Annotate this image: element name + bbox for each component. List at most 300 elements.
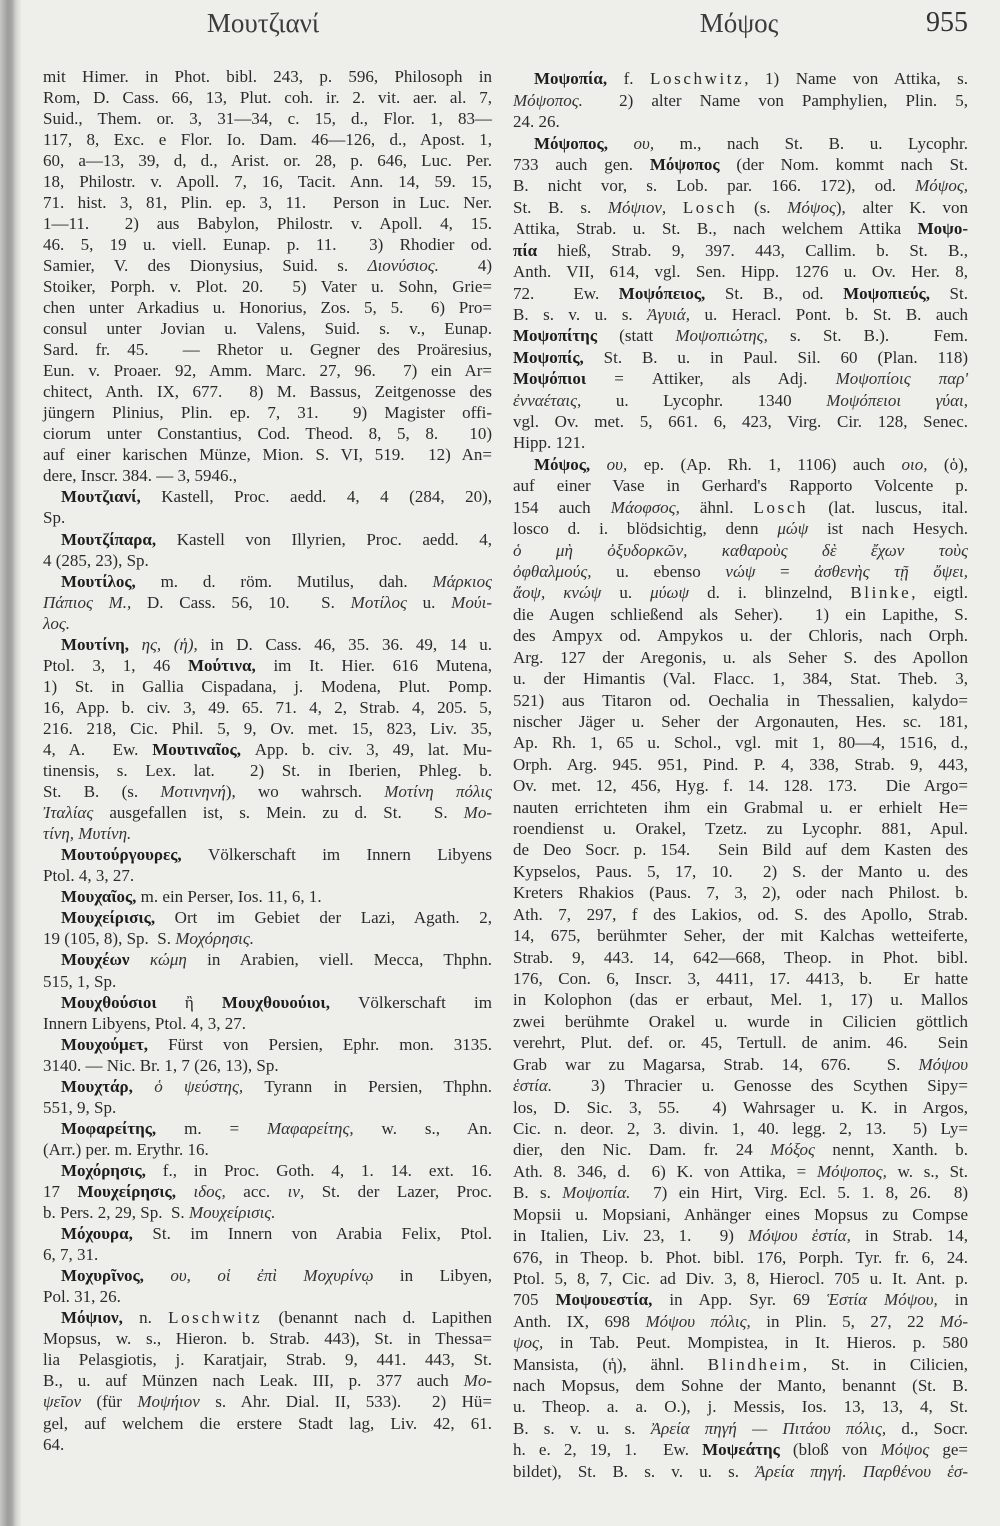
bold-term: Μοχόρησις, xyxy=(61,1160,146,1180)
text-line xyxy=(43,507,492,528)
text-line xyxy=(43,339,492,360)
text-line xyxy=(513,1097,968,1118)
line-content xyxy=(43,277,492,296)
line-content xyxy=(513,755,968,774)
text-run: B. nicht vor, s. Lob. par. 166. 172), od. xyxy=(513,176,916,196)
text-line xyxy=(43,150,492,171)
line-content xyxy=(513,519,968,538)
text-run: Rom, D. Cass. 66, 13, Plut. coh. ir. 2. vit. aer. al. 7, xyxy=(43,87,492,107)
text-run: u. Theop. a. a. O.), j. Messis, Ios. 13, 13, 4, St. xyxy=(513,1397,968,1417)
line-content xyxy=(513,1205,968,1224)
greek-italic: Διονύσιος. xyxy=(367,255,439,275)
greek-italic: ὁ μὴ ὀξυδορκῶν, καθαροὺς δὲ ἔχων τοὺς xyxy=(513,540,968,560)
text-line xyxy=(513,668,968,689)
text-run: 1—11. 2) aus Babylon, Philostr. v. Apoll. 4, 15. xyxy=(43,213,492,233)
text-run: B. s. v. u. s. xyxy=(513,304,648,324)
bold-term: Μοψοπίς, xyxy=(513,347,584,367)
text-run: ist nach Hesych. xyxy=(808,519,968,539)
line-content xyxy=(513,626,968,645)
text-run: 551, 9, Sp. xyxy=(43,1097,117,1117)
line-content xyxy=(513,1419,968,1438)
text-run xyxy=(666,198,683,217)
line-content xyxy=(61,530,492,549)
text-run: d., Socr. xyxy=(886,1418,969,1438)
text-run: St. B. u. in Paul. Sil. 60 (Plan. 118) xyxy=(583,347,968,367)
text-run: = xyxy=(755,562,815,581)
text-line xyxy=(513,111,968,132)
line-content xyxy=(513,840,968,859)
line-content xyxy=(513,798,968,817)
text-line xyxy=(43,444,492,465)
text-line xyxy=(43,1223,492,1244)
line-content xyxy=(534,455,968,474)
spaced-emphasis: Losch xyxy=(682,197,738,217)
greek-italic: ου, xyxy=(633,133,655,153)
bold-term: Μουτίλος, xyxy=(61,571,136,591)
text-line xyxy=(513,1268,968,1289)
line-content xyxy=(43,803,492,822)
bold-term: Μόψος, xyxy=(534,454,591,474)
text-run: ähnl. xyxy=(679,497,754,517)
text-run: ep. (Ap. Rh. 1, 1106) auch xyxy=(627,454,902,474)
text-run: b. Pers. 2, 29, Sp. S. xyxy=(43,1203,189,1223)
text-run: 4 (285, 23), Sp. xyxy=(43,550,149,570)
running-head-left: Μουτζιανί xyxy=(206,8,320,38)
greek-italic: Μούι- xyxy=(451,592,493,612)
greek-italic: Μόψου xyxy=(918,1054,968,1074)
text-run: m. d. röm. Mutilus, dah. xyxy=(135,571,433,591)
text-run: Ath. 7, 297, f des Lakios, od. S. des Apollo, Strab. xyxy=(513,904,968,924)
text-run xyxy=(847,1462,863,1481)
greek-italic: νώψ xyxy=(725,562,756,581)
dictionary-entry xyxy=(43,992,492,1034)
text-run: 117, 8, Exc. e Flor. Io. Dam. 46—126, d., Apost. 1, xyxy=(43,129,492,149)
greek-italic: Μοψοπίοις παρ' xyxy=(835,369,968,389)
dictionary-entry xyxy=(43,571,492,634)
line-content xyxy=(513,948,968,967)
text-run: des Ampyx od. Ampykos u. der Chloris, nach Orph. xyxy=(513,626,968,646)
line-content xyxy=(513,562,968,581)
line-content xyxy=(513,1012,968,1031)
line-content xyxy=(43,109,492,128)
line-content xyxy=(61,1266,492,1285)
line-content xyxy=(43,403,492,422)
text-run: losco d. i. blödsichtig, denn xyxy=(513,519,778,539)
text-run: (bloß von xyxy=(779,1440,881,1460)
greek-italic: Μάρκιος xyxy=(432,571,492,591)
text-run: St. im Innern von Arabia Felix, Ptol. xyxy=(132,1224,492,1244)
line-content xyxy=(513,498,968,517)
text-line xyxy=(43,928,492,949)
text-run xyxy=(608,134,634,153)
binding-shadow xyxy=(0,0,22,1526)
bold-term: Μόψοπος xyxy=(649,154,720,174)
line-content xyxy=(43,866,134,885)
text-run: Strab. 9, 443. 14, 642—668, Theop. in Phot. bibl. xyxy=(513,947,968,967)
text-line xyxy=(43,1076,492,1097)
line-content xyxy=(513,969,968,988)
bold-term: Μουτζιανί, xyxy=(61,487,141,507)
line-content xyxy=(513,990,968,1009)
text-line xyxy=(513,1182,968,1203)
dictionary-entry xyxy=(43,1118,492,1160)
text-run: 154 auch xyxy=(513,497,611,517)
text-line xyxy=(43,1413,492,1434)
greek-italic: μύωψ xyxy=(650,583,690,603)
line-content xyxy=(513,1333,968,1352)
text-run: 14, 675, berühmter Seher, der mit Kalchas wetteiferte, xyxy=(513,926,968,946)
spaced-emphasis: Blindheim xyxy=(707,1354,803,1374)
text-line xyxy=(43,1434,492,1455)
text-run: Stoiker, Porph. v. Plot. 20. 5) Vater u. Sohn, Grie= xyxy=(43,276,492,296)
text-line xyxy=(43,360,492,381)
greek-italic: ιδος, xyxy=(193,1181,226,1201)
line-content xyxy=(513,1355,968,1374)
bold-term: Μουχτάρ, xyxy=(61,1076,133,1096)
text-run: Ptol. 3, 1, 46 xyxy=(43,655,188,675)
text-line xyxy=(43,1265,492,1286)
line-content xyxy=(513,433,585,452)
line-content xyxy=(513,1119,968,1138)
greek-italic: ὀφθαλμούς, xyxy=(513,562,592,581)
text-run: 521) aus Titaron od. Oechalia in Thessalien, kalydo= xyxy=(513,690,968,710)
text-run: 216. 218, Cic. Phil. 5, 9, Ov. met. 15, 823, Liv. 35, xyxy=(43,718,492,738)
text-line xyxy=(43,87,492,108)
line-content xyxy=(43,1414,492,1433)
line-content xyxy=(61,1161,492,1180)
text-run xyxy=(176,1182,194,1201)
bold-term: Μουτιναῖος, xyxy=(152,740,241,759)
line-content xyxy=(43,151,492,170)
line-content xyxy=(534,134,968,153)
text-line xyxy=(513,1032,968,1053)
text-run: (lat. luscus, ital. xyxy=(808,497,968,517)
line-content xyxy=(43,67,492,86)
text-line xyxy=(43,865,492,886)
text-run: (s. xyxy=(737,197,788,217)
line-content xyxy=(61,887,322,906)
text-line xyxy=(43,550,492,571)
greek-italic: Μο- xyxy=(463,1371,492,1391)
line-content xyxy=(513,155,968,174)
text-line xyxy=(513,1396,968,1417)
text-run: ), wo wahrsch. xyxy=(225,782,385,802)
running-head-right: Μόψος xyxy=(699,8,779,38)
text-run: dier, den Nic. Dam. fr. 24 xyxy=(513,1140,771,1160)
text-line xyxy=(43,192,492,213)
greek-italic: Ἑστία Μόψου, xyxy=(826,1290,938,1310)
text-line xyxy=(513,1247,968,1268)
text-line xyxy=(513,90,968,111)
line-content xyxy=(513,1162,968,1181)
text-line xyxy=(513,154,968,175)
bold-term: Μόχουρα, xyxy=(61,1224,133,1244)
text-line xyxy=(513,261,968,282)
text-line xyxy=(43,234,492,255)
greek-italic: Πάπιος Μ., xyxy=(43,592,132,612)
spaced-emphasis: Losch xyxy=(753,497,809,517)
greek-italic: Μόξος xyxy=(770,1140,815,1160)
line-content xyxy=(43,172,492,191)
line-content xyxy=(61,572,492,591)
text-line xyxy=(43,592,492,613)
text-line xyxy=(513,432,968,453)
line-content xyxy=(43,824,131,843)
line-content xyxy=(513,819,968,838)
text-run: n. xyxy=(122,1308,169,1328)
text-line xyxy=(513,861,968,882)
text-run: B. s. xyxy=(513,1183,563,1203)
greek-italic: λος. xyxy=(43,613,71,633)
text-line xyxy=(513,454,968,475)
line-content xyxy=(513,1248,968,1267)
text-line xyxy=(43,739,492,760)
greek-italic: τίνη, Μυτίνη. xyxy=(43,824,132,844)
text-run: Suid., Them. or. 3, 31—34, c. 15, d., Flor. 1, 83— xyxy=(43,108,492,128)
line-content xyxy=(513,1140,968,1159)
text-run: u. Lycophr. 1340 xyxy=(581,390,827,410)
line-content xyxy=(513,1440,968,1459)
line-content xyxy=(43,256,492,275)
text-line xyxy=(43,1370,492,1391)
bold-term: Μουτίνη, xyxy=(61,634,129,654)
line-content xyxy=(513,1098,968,1117)
text-run: nauten errichteten ihm ein Grabmal u. er erhielt He= xyxy=(513,797,968,817)
line-content xyxy=(43,382,492,401)
text-line xyxy=(43,844,492,865)
greek-italic: ψεῖον xyxy=(43,1392,82,1412)
line-content xyxy=(513,1397,968,1416)
text-run: Völkerschaft im Innern Libyens xyxy=(181,845,492,865)
line-content xyxy=(513,412,968,431)
text-run: u. xyxy=(601,583,651,603)
dictionary-entry xyxy=(43,1160,492,1223)
bold-term: Μουχθουούιοι, xyxy=(221,992,330,1012)
bold-term: Μοψοπιεύς, xyxy=(843,283,930,303)
text-line xyxy=(513,518,968,539)
text-line xyxy=(43,318,492,339)
text-run: in D. Cass. 46, 35. 36. 49, 14 u. xyxy=(197,634,493,654)
text-line xyxy=(513,754,968,775)
text-line xyxy=(43,1307,492,1328)
bold-term: Μοχυρῖνος, xyxy=(61,1266,144,1286)
line-content xyxy=(513,1076,968,1095)
greek-italic: Μόψοπος. xyxy=(513,90,583,110)
text-line xyxy=(513,1075,968,1096)
text-run: in Italien, Liv. 23, 1. 9) xyxy=(513,1226,749,1246)
text-run: Kastell von Illyrien, Proc. aedd. 4, xyxy=(156,529,492,549)
text-run: Tyrann in Persien, Thphn. xyxy=(243,1076,493,1096)
line-content xyxy=(43,1287,121,1306)
text-run: Orph. Arg. 945. 951, Pind. P. 4, 338, Strab. 9, 443, xyxy=(513,754,968,774)
text-run: 24. 26. xyxy=(513,112,560,132)
greek-italic: Μάοφσος, xyxy=(610,497,680,517)
line-content xyxy=(43,193,492,212)
text-run: Ort im Gebiet der Lazi, Agath. 2, xyxy=(155,908,492,928)
text-line xyxy=(43,1286,492,1307)
text-run: , St. in Cilicien, xyxy=(802,1354,968,1374)
page-number: 955 xyxy=(926,7,968,38)
line-content xyxy=(513,112,560,131)
bold-term: Μοψόπιοι xyxy=(513,369,587,389)
text-run: St. der Lazer, Proc. xyxy=(304,1181,493,1201)
text-run: St. B., od. xyxy=(705,283,844,303)
line-content xyxy=(43,719,492,738)
text-run: 6, 7, 31. xyxy=(43,1245,99,1265)
text-line xyxy=(513,325,968,346)
dictionary-entry xyxy=(513,454,968,1482)
line-content xyxy=(61,993,492,1012)
text-run: 60, a—13, 39, d, d., Arist. or. 28, p. 646, Luc. Per. xyxy=(43,150,492,170)
text-run: Anth. IX, 698 xyxy=(513,1311,646,1331)
text-run: in Tab. Peut. Mompistea, in It. Hieros. p. 580 xyxy=(543,1333,968,1353)
text-run: in Plin. 5, 27, 22 xyxy=(750,1311,940,1331)
text-run: 1) St. in Gallia Cispadana, j. Modena, Plut. Pomp. xyxy=(43,676,492,696)
text-run: consul unter Jovian u. Valens, Suid. s. v., Eunap. xyxy=(43,319,492,339)
text-run: u. xyxy=(406,592,452,612)
text-line xyxy=(43,213,492,234)
line-content xyxy=(43,235,492,254)
line-content xyxy=(513,926,968,945)
text-line xyxy=(513,1439,968,1460)
text-run: ausgefallen ist, s. Mein. zu d. St. S. xyxy=(93,803,464,823)
text-line xyxy=(513,304,968,325)
text-run: Ptol. 4, 3, 27. xyxy=(43,866,135,886)
line-content xyxy=(61,1035,492,1054)
text-run: = Attiker, als Adj. xyxy=(586,369,836,389)
greek-italic: ου, xyxy=(606,454,628,474)
line-content xyxy=(513,1376,968,1395)
text-run: die Augen schließend als Seher). 1) ein Lapithe, S. xyxy=(513,604,968,624)
text-line xyxy=(43,486,492,507)
text-line xyxy=(43,802,492,823)
text-run: los, D. Sic. 3, 55. 4) Wahrsager u. K. in Argos, xyxy=(513,1097,968,1117)
text-line xyxy=(513,475,968,496)
line-content xyxy=(61,635,492,654)
text-line xyxy=(43,255,492,276)
text-run: 705 xyxy=(513,1290,556,1310)
greek-italic: Μό- xyxy=(939,1311,968,1331)
text-line xyxy=(513,368,968,389)
bold-term: Μούτινα, xyxy=(187,655,256,675)
text-line xyxy=(513,839,968,860)
line-content xyxy=(513,583,968,602)
text-run: (für xyxy=(81,1392,138,1412)
greek-italic: Ἀγυιά, xyxy=(647,304,690,324)
bold-term: Μουχούμετ, xyxy=(61,1034,149,1054)
text-line xyxy=(513,690,968,711)
text-line xyxy=(513,1311,968,1332)
greek-italic: ιν, xyxy=(287,1181,305,1201)
text-run: jüngern Plinius, Plin. ep. 7, 31. 9) Magister offi- xyxy=(43,403,492,423)
text-run: m. = xyxy=(156,1118,267,1138)
greek-italic: Μόψος, xyxy=(915,176,968,196)
text-run: zwei berühmte Orakel u. wurde in Cilicien göttlich xyxy=(513,1011,968,1031)
line-content xyxy=(43,740,492,759)
text-line xyxy=(513,647,968,668)
text-line xyxy=(43,66,492,87)
text-line xyxy=(43,1160,492,1181)
greek-italic: Μοτινηνή xyxy=(160,782,226,802)
dictionary-entry xyxy=(43,1307,492,1454)
dictionary-entry xyxy=(513,68,968,132)
text-line xyxy=(513,1118,968,1139)
greek-italic: ὁ ψεύστης, xyxy=(154,1076,244,1096)
line-content xyxy=(534,69,968,88)
text-line xyxy=(513,925,968,946)
text-run: in Libyen, xyxy=(373,1266,492,1286)
text-run: Ov. met. 12, 456, Hyg. f. 14. 128. 173. Die Argo= xyxy=(513,776,968,796)
bold-term: Μοψεάτης xyxy=(702,1440,780,1460)
text-line xyxy=(43,1244,492,1265)
line-content xyxy=(43,761,492,780)
text-line xyxy=(43,886,492,907)
text-line xyxy=(513,1289,968,1310)
greek-italic: ου, οἱ ἐπὶ Μοχυρίνῳ xyxy=(170,1266,374,1286)
line-content xyxy=(513,305,968,324)
text-line xyxy=(43,949,492,970)
line-content xyxy=(513,712,968,731)
text-line xyxy=(513,904,968,925)
greek-italic: ης, (ἡ), xyxy=(141,634,198,654)
greek-italic: Μόψου ἑστία, xyxy=(748,1226,851,1246)
line-content xyxy=(43,361,492,380)
text-line xyxy=(43,781,492,802)
dictionary-entry xyxy=(43,529,492,571)
dictionary-entry xyxy=(43,1034,492,1076)
text-line xyxy=(43,402,492,423)
text-run: 16, App. b. civ. 3, 49. 65. 71. 4, 2, Strab. 4, 205. 5, xyxy=(43,697,492,717)
text-run: in xyxy=(937,1290,968,1310)
greek-italic: Μόψου πόλις, xyxy=(645,1311,751,1331)
line-content xyxy=(43,1371,492,1390)
bold-term: Μοψοπία, xyxy=(534,69,608,89)
line-content xyxy=(513,905,968,924)
line-content xyxy=(43,1014,246,1033)
text-line xyxy=(43,1055,492,1076)
bold-term: Μοψόπειος, xyxy=(618,283,706,303)
bold-term: Μουτούργουρες, xyxy=(61,845,182,865)
text-run: (der Nom. kommt nach St. xyxy=(719,154,969,174)
text-run: im It. Hier. 616 Mutena, xyxy=(255,655,493,675)
text-run: (benannt nach d. Lapithen xyxy=(262,1308,492,1328)
greek-italic: κώμη xyxy=(149,950,187,970)
text-run: w. s., An. xyxy=(353,1118,492,1138)
line-content xyxy=(513,391,968,410)
text-run: lia Pelasgiotis, j. Karatjair, Strab. 9, 441. 443, St. xyxy=(43,1350,492,1370)
line-content xyxy=(513,541,968,560)
text-run: 733 auch gen. xyxy=(513,154,650,174)
text-run: Kreters Rhakios (Paus. 7, 3, 2), oder nach Philost. b. xyxy=(513,883,968,903)
text-line xyxy=(43,907,492,928)
greek-italic: Μαφαρείτης, xyxy=(266,1118,354,1138)
line-content xyxy=(513,262,968,281)
line-content xyxy=(513,1226,968,1245)
text-run: 4) xyxy=(438,255,492,275)
text-run: St. xyxy=(929,283,968,303)
dictionary-entry xyxy=(43,1076,492,1118)
text-run: 2) alter Name von Pamphylien, Plin. 5, xyxy=(582,90,968,110)
text-line xyxy=(513,283,968,304)
text-run: Sp. xyxy=(43,508,66,528)
line-content xyxy=(61,1308,492,1327)
line-content xyxy=(43,972,116,991)
text-line xyxy=(513,1054,968,1075)
text-line xyxy=(513,1225,968,1246)
text-run: in App. Syr. 69 xyxy=(652,1290,827,1310)
text-run: in Strab. 14, xyxy=(850,1226,969,1246)
text-run: Völkerschaft im xyxy=(329,992,492,1012)
